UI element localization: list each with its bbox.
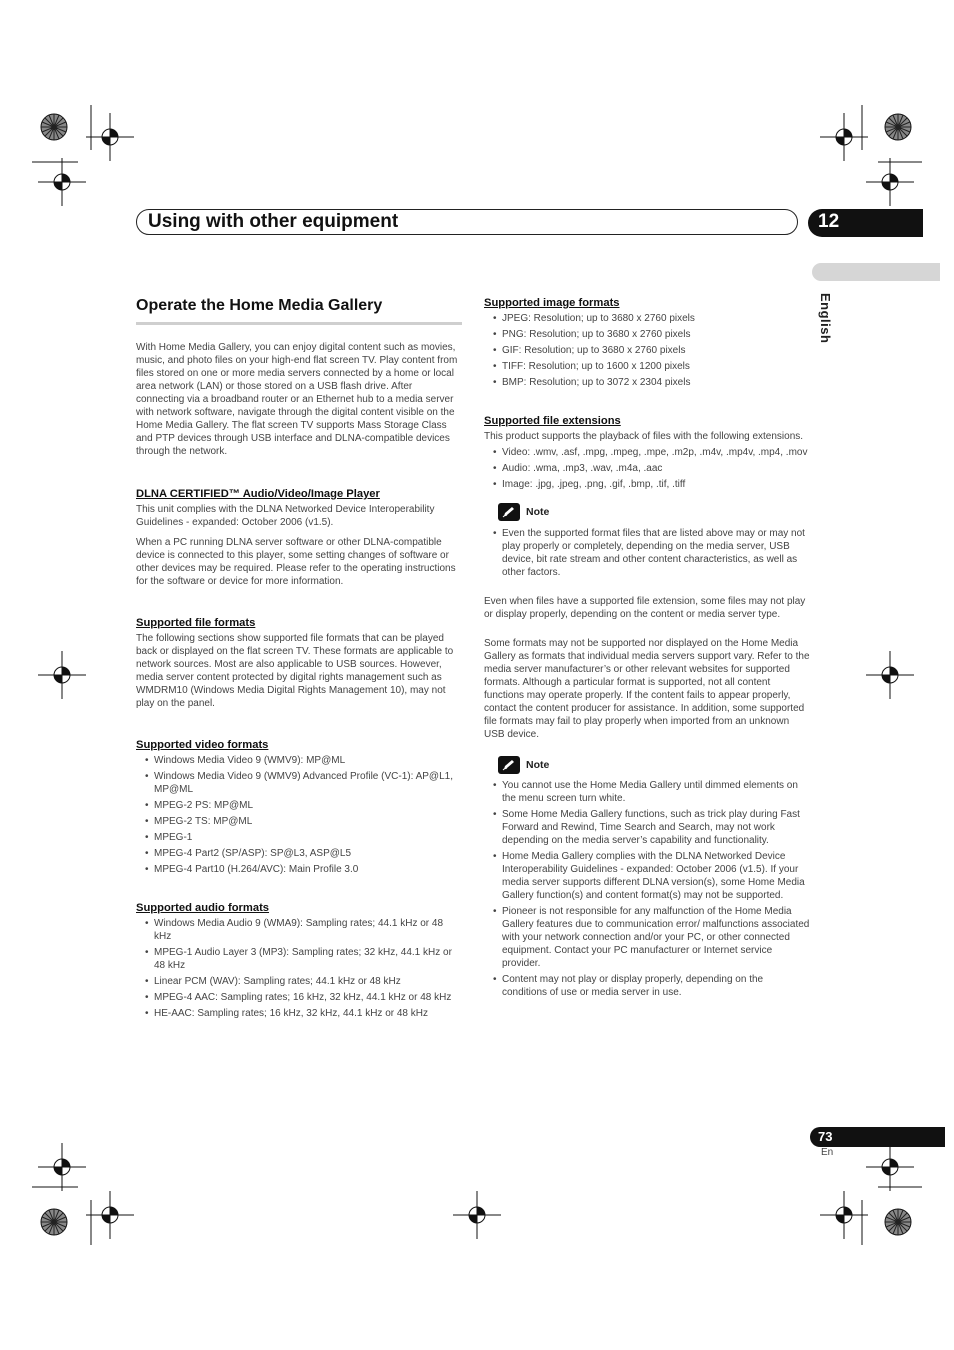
video-formats-list <box>136 754 462 876</box>
video-formats-heading: Supported video formats <box>136 739 269 751</box>
page-number-tab <box>810 1127 945 1147</box>
list-item: • Pioneer is not responsible for any malfunction of the Home Media Gallery features due to communication error/ malfunctions associated with your network connection and/or your PC, or other connected equipment. Contact your PC manufacturer or Internet service provider. <box>502 905 810 970</box>
list-item: • Image: .jpg, .jpeg, .png, .gif, .bmp, .tif, .tiff <box>502 478 810 491</box>
right-column <box>484 296 810 1002</box>
audio-formats-list <box>136 917 462 1020</box>
format-support-paragraph: Some formats may not be supported nor displayed on the Home Media Gallery as formats that individual media servers support vary. Refer to the media server manufacturer’s or other relevant websites for supported formats. Although a particular format is supported, not all content functions may operate properly. If the content fails to appear properly, contact the content producer for assistance. In addition, some supported file formats may fail to play properly when imported from an unknown USB device. <box>484 638 810 740</box>
list-item: • MPEG-4 Part10 (H.264/AVC): Main Profile 3.0 <box>154 863 462 876</box>
file-formats-heading: Supported file formats <box>136 617 256 629</box>
chapter-number-tab <box>808 209 923 237</box>
note-label: Note <box>526 506 550 518</box>
list-item: • MPEG-4 AAC: Sampling rates; 16 kHz, 32 kHz, 44.1 kHz or 48 kHz <box>154 991 462 1004</box>
list-item: • Even the supported format files that are listed above may or may not play properly or completely, depending on the media server, USB device, bit rate stream and other content characteristics, as well as other factors. <box>502 527 810 579</box>
list-item: • Home Media Gallery complies with the DLNA Networked Device Interoperability Guidelines - expanded: October 2006 (v1.5). If your media server supports different DLNA version(s), some Home Media Gallery function(s) and content format(s) may not be supported. <box>502 850 810 902</box>
extension-warning-paragraph: Even when files have a supported file extension, some files may not play or display properly, depending on the content or media server type. <box>484 596 806 620</box>
section-title: Operate the Home Media Gallery <box>136 296 462 325</box>
list-item: • PNG: Resolution; up to 3680 x 2760 pixels <box>502 328 810 341</box>
chapter-title: Using with other equipment <box>148 211 399 232</box>
list-item: • MPEG-1 <box>154 831 462 844</box>
file-extensions-list <box>484 446 810 491</box>
note-heading-1 <box>498 503 810 521</box>
list-item: • Some Home Media Gallery functions, such as trick play during Fast Forward and Rewind, Time Search and Search, may not work depending on the media server’s capability and functionality. <box>502 808 810 847</box>
list-item: • MPEG-2 PS: MP@ML <box>154 799 462 812</box>
chapter-number: 12 <box>818 211 840 232</box>
pencil-icon <box>498 503 520 521</box>
image-formats-heading: Supported image formats <box>484 297 620 309</box>
list-item: • Linear PCM (WAV): Sampling rates; 44.1 kHz or 48 kHz <box>154 975 462 988</box>
list-item: • MPEG-4 Part2 (SP/ASP): SP@L3, ASP@L5 <box>154 847 462 860</box>
image-formats-list <box>484 312 810 389</box>
intro-paragraph: With Home Media Gallery, you can enjoy digital content such as movies, music, and photo files on your high-end flat screen TV. Play content from files stored on one or more media servers connected by a home or local area network (LAN) or those stored on a USB flash drive. After connecting via a broadband router or an Ethernet hub to a media server with network software, navigate through the digital content visible on the Home Media Gallery. The flat screen TV supports Mass Storage Class and PTP devices through USB interface and DLNA-compatible devices through the network. <box>136 342 458 457</box>
list-item: • GIF: Resolution; up to 3680 x 2760 pixels <box>502 344 810 357</box>
dlna-paragraph-1: This unit complies with the DLNA Networked Device Interoperability Guidelines - expanded: October 2006 (v1.5). <box>136 504 435 528</box>
list-item: • MPEG-2 TS: MP@ML <box>154 815 462 828</box>
language-code: En <box>821 1147 834 1158</box>
language-tab <box>812 263 940 281</box>
list-item: • Video: .wmv, .asf, .mpg, .mpeg, .mpe, .m2p, .m4v, .mp4v, .mp4, .mov <box>502 446 810 459</box>
left-column <box>136 296 462 1023</box>
list-item: • Windows Media Video 9 (WMV9) Advanced Profile (VC-1): AP@L1, MP@ML <box>154 770 462 796</box>
audio-formats-heading: Supported audio formats <box>136 902 270 914</box>
note-heading-2 <box>498 756 810 774</box>
list-item: • Windows Media Video 9 (WMV9): MP@ML <box>154 754 462 767</box>
list-item: • Audio: .wma, .mp3, .wav, .m4a, .aac <box>502 462 810 475</box>
list-item: • HE-AAC: Sampling rates; 16 kHz, 32 kHz, 44.1 kHz or 48 kHz <box>154 1007 462 1020</box>
note-list-1 <box>484 527 810 579</box>
list-item: • MPEG-1 Audio Layer 3 (MP3): Sampling rates; 32 kHz, 44.1 kHz or 48 kHz <box>154 946 462 972</box>
file-extensions-paragraph: This product supports the playback of files with the following extensions. <box>484 431 804 442</box>
list-item: • JPEG: Resolution; up to 3680 x 2760 pixels <box>502 312 810 325</box>
dlna-heading: DLNA CERTIFIED™ Audio/Video/Image Player <box>136 488 380 500</box>
file-extensions-heading: Supported file extensions <box>484 415 621 427</box>
note-label: Note <box>526 759 550 771</box>
dlna-paragraph-2: When a PC running DLNA server software or other DLNA-compatible device is connected to this player, some setting changes of software or other devices may be required. Please refer to the operating instructions for the software or device for more information. <box>136 537 456 587</box>
list-item: • Windows Media Audio 9 (WMA9): Sampling rates; 44.1 kHz or 48 kHz <box>154 917 462 943</box>
list-item: • TIFF: Resolution; up to 1600 x 1200 pixels <box>502 360 810 373</box>
list-item: • You cannot use the Home Media Gallery until dimmed elements on the menu screen turn white. <box>502 779 810 805</box>
pencil-icon <box>498 756 520 774</box>
list-item: • Content may not play or display properly, depending on the conditions of use or media server in use. <box>502 973 810 999</box>
page-number: 73 <box>818 1129 833 1144</box>
file-formats-paragraph: The following sections show supported file formats that can be played back or displayed on the flat screen TV. These formats are applicable to network sources. Most are also applicable to USB sources. However, media server content protected by digital rights management such as WMDRM10 (Windows Media Digital Rights Management 10), may not play on the panel. <box>136 633 454 709</box>
note-list-2 <box>484 779 810 999</box>
language-label: English <box>818 293 833 344</box>
list-item: • BMP: Resolution; up to 3072 x 2304 pixels <box>502 376 810 389</box>
